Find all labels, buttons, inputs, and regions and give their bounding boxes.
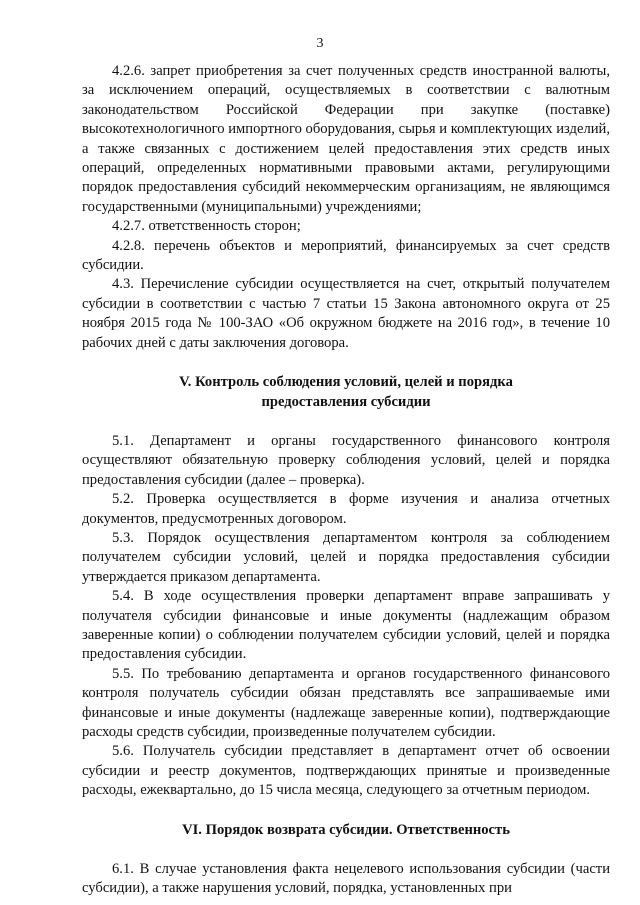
paragraph-5-3: 5.3. Порядок осуществления департаментом контроля за соблюдением получателем субсидии условий, целей и порядка предоставления субсидии утверждается приказом департамента. [82, 529, 610, 585]
paragraph-5-5: 5.5. По требованию департамента и органов государственного финансового контроля получатель субсидии обязан представлять все запрашиваемые ими финансовые и иные документы (надлежаще заверенные копии), подтверждающие расходы средств субсидии, произведенные получателем субсидии. [82, 665, 610, 740]
paragraph-6-1: 6.1. В случае установления факта нецелевого использования субсидии (части субсидии), а также нарушения условий, порядка, установленных при [82, 861, 610, 897]
paragraph-4-2-6: 4.2.6. запрет приобретения за счет полученных средств иностранной валюты, за исключением операций, осуществляемых в соответствии с валютным законодательством Российской Федерации при закупке (поставке) высокотехнологичного импортного оборудования, сырья и комплектующих изделий, а также связанных с достижением целей предоставления этих средств иных операций, определенных нормативными правовыми актами, регулирующими порядок предоставления субсидий некоммерческим организациям, не являющимся государственными (муниципальными) учреждениями; [82, 63, 610, 215]
paragraph-5-4: 5.4. В ходе осуществления проверки департамент вправе запрашивать у получателя субсидии финансовые и иные документы (надлежащим образом заверенные копии) о соблюдении получателем субсидии условий, целей и порядка предоставления субсидии. [82, 588, 610, 663]
section-5-heading-line1: V. Контроль соблюдения условий, целей и порядка [179, 374, 513, 391]
paragraph-4-2-8: 4.2.8. перечень объектов и мероприятий, финансируемых за счет средств субсидии. [82, 237, 610, 274]
document-body [82, 62, 610, 899]
page-number: 3 [316, 36, 324, 51]
section-5-heading-line2: предоставления субсидии [261, 393, 431, 410]
paragraph-5-1: 5.1. Департамент и органы государственного финансового контроля осуществляют обязательную проверку соблюдения условий, целей и порядка предоставления субсидии (далее – проверка). [82, 432, 610, 488]
paragraph-5-2: 5.2. Проверка осуществляется в форме изучения и анализа отчетных документов, предусмотренных договором. [82, 491, 610, 527]
paragraph-4-2-7: 4.2.7. ответственность сторон; [112, 218, 301, 235]
paragraph-4-3: 4.3. Перечисление субсидии осуществляется на счет, открытый получателем субсидии в соответствии с частью 7 статьи 15 Закона автономного округа от 25 ноября 2015 года № 100-ЗАО «Об окружном бюджете на 2016 год», в течение 10 рабочих дней с даты заключения договора. [82, 276, 610, 351]
paragraph-5-6: 5.6. Получатель субсидии представляет в департамент отчет об освоении субсидии и реестр документов, подтверждающих принятые и произведенные расходы, ежеквартально, до 15 числа месяца, следующего за отчетным периодом. [82, 743, 610, 799]
section-5-heading [82, 373, 610, 412]
section-6-heading: VI. Порядок возврата субсидии. Ответственность [182, 821, 510, 838]
